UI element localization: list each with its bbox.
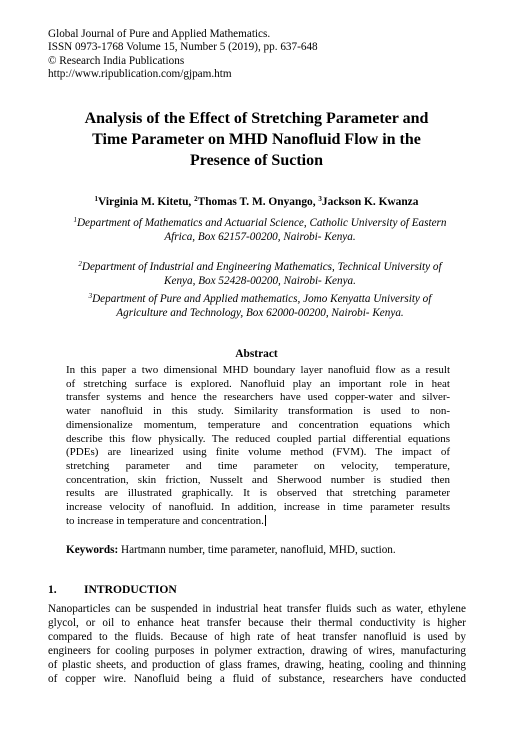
- body-line: glycol, or oil to enhance heat transfer because their thermal conductivity is higher: [48, 616, 466, 629]
- abstract-line: describe this flow physically. The reduced coupled partial differential equations: [66, 432, 450, 445]
- author-name: Virginia M. Kitetu,: [98, 196, 195, 208]
- affiliation-line: Department of Mathematics and Actuarial Science, Catholic University of Eastern: [76, 217, 447, 229]
- affiliation-3: [40, 292, 480, 320]
- affiliation-sup: 1: [73, 216, 77, 224]
- affiliation-sup: 2: [78, 260, 82, 268]
- journal-url[interactable]: http://www.ripublication.com/gjpam.htm: [48, 68, 232, 81]
- abstract-line: In this paper a two dimensional MHD boundary layer nanofluid flow as a result: [66, 364, 450, 376]
- section-number: 1.: [48, 583, 57, 596]
- journal-name: Global Journal of Pure and Applied Mathematics.: [48, 28, 271, 40]
- affiliation-line: Kenya, Box 52428-00200, Nairobi- Kenya.: [164, 275, 356, 287]
- section-title: INTRODUCTION: [84, 583, 177, 596]
- affiliation-line: Agriculture and Technology, Box 62000-00200, Nairobi- Kenya.: [116, 307, 404, 319]
- affiliation-line: Department of Industrial and Engineering Mathematics, Technical University of: [81, 261, 442, 273]
- author-sup: 3: [318, 195, 322, 203]
- paper-title: [30, 108, 483, 171]
- author-sup: 2: [194, 195, 198, 203]
- abstract-line: concentration, skin friction, Nusselt and Sherwood number is studied then: [66, 473, 450, 486]
- abstract-body: [66, 364, 450, 528]
- title-line: Analysis of the Effect of Stretching Parameter and: [84, 110, 429, 127]
- section-heading: [48, 583, 177, 596]
- title-line: Presence of Suction: [189, 152, 323, 169]
- introduction-body: [48, 603, 466, 686]
- issn-line: ISSN 0973-1768 Volume 15, Number 5 (2019), pp. 637-648: [48, 41, 318, 54]
- title-line: Time Parameter on MHD Nanofluid Flow in the: [92, 131, 421, 148]
- text-cursor: [265, 515, 266, 526]
- abstract-line: stretching parameter and time parameter on velocity, temperature,: [66, 459, 450, 472]
- author-sup: 1: [94, 195, 99, 203]
- keywords: [66, 544, 396, 556]
- author-name: Thomas T. M. Onyango,: [197, 196, 319, 208]
- author-list: [0, 196, 513, 208]
- body-line: compared to the fluids. Because of high rate of heat transfer nanofluid is used by: [48, 630, 466, 643]
- abstract-line: transfer systems and hence the researchers have used copper-water and silver-: [66, 391, 450, 404]
- affiliation-2: [40, 260, 480, 288]
- keywords-label: Keywords:: [66, 544, 119, 556]
- affiliation-line: Department of Pure and Applied mathematics, Jomo Kenyatta University of: [92, 293, 432, 305]
- body-line: of plastic sheets, and production of glass frames, drawing, heating, cooling and thinning: [48, 658, 466, 671]
- abstract-line-last: [66, 515, 450, 529]
- abstract-line: of stretching surface is explored. Nanofluid play an important role in heat: [66, 377, 450, 390]
- body-line: of copper wire. Nanofluid being a fluid of substance, researchers have conducted: [48, 672, 466, 685]
- abstract-line: results are illustrated graphically. It is observed that stretching parameter: [66, 487, 450, 500]
- keywords-text: Hartmann number, time parameter, nanofluid, MHD, suction.: [118, 544, 396, 556]
- abstract-heading: Abstract: [235, 348, 278, 360]
- abstract-line: water nanofluid in this study. Similarity transformation is used to non-: [66, 405, 450, 418]
- body-line: engineers for cooling purposes in polymer extraction, drawing of wires, manufacturing: [48, 644, 466, 657]
- body-line: Nanoparticles can be suspended in industrial heat transfer fluids such as water, ethylene: [48, 603, 466, 615]
- author-name: Jackson K. Kwanza: [321, 196, 419, 208]
- affiliation-sup: 3: [88, 292, 93, 300]
- affiliation-1: [40, 216, 480, 244]
- journal-header: [48, 28, 318, 82]
- abstract-line: increase velocity of nanofluid. In addition, increase in time parameter results: [66, 501, 450, 514]
- copyright-line: © Research India Publications: [48, 54, 185, 67]
- abstract-line: dimensionalize momentum, temperature and concentration equations which: [66, 418, 450, 431]
- abstract-line: (PDEs) are linearized using finite volume method (FVM). The impact of: [66, 446, 450, 459]
- abstract-line: to increase in temperature and concentration.: [66, 514, 264, 527]
- affiliation-line: Africa, Box 62157-00200, Nairobi- Kenya.: [164, 231, 356, 243]
